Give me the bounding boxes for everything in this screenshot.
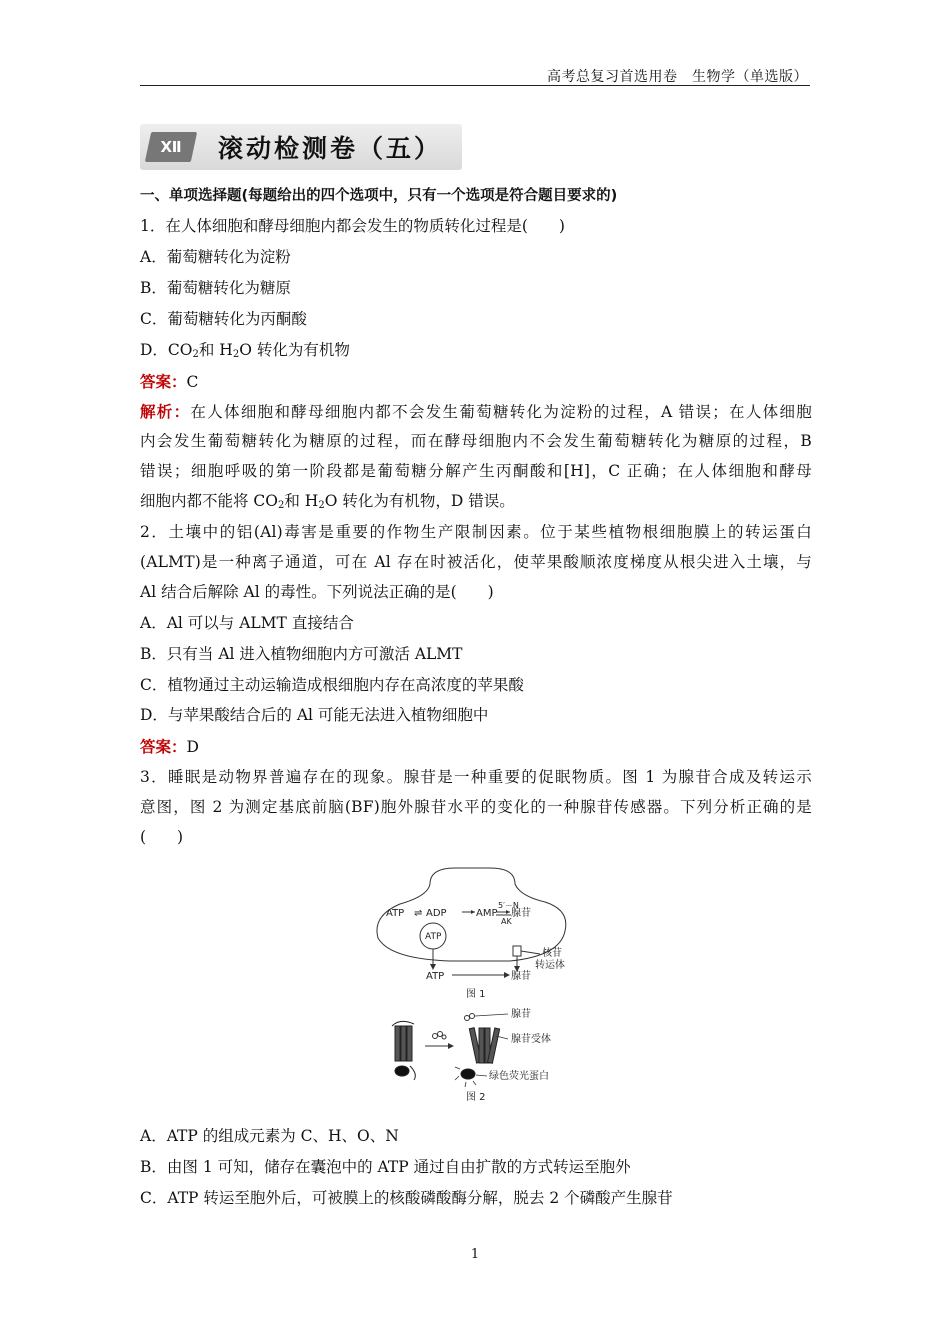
q3-option-a: A．ATP 的组成元素为 C、H、O、N: [140, 1127, 399, 1145]
q1-analysis-line-4: 细胞内都不能将 $CO_2$和 $H_2O$ 转化为有机物，D 错误。: [140, 492, 515, 511]
q1-option-b: B．葡萄糖转化为糖原: [140, 279, 291, 297]
q3-stem-line-1: 3．睡眠是动物界普遍存在的现象。腺苷是一种重要的促眠物质。图 1 为腺苷合成及转运示: [140, 768, 812, 786]
fig1-outside-adenosine: 腺苷: [511, 971, 531, 982]
q1-option-c: C．葡萄糖转化为丙酮酸: [140, 310, 307, 328]
q1-option-d: D．$CO_2$和 $H_2O$ 转化为有机物: [140, 341, 350, 360]
fig1-transporter-label-2: 转运体: [535, 960, 565, 971]
q2-stem-line-3: Al 结合后解除 Al 的毒性。下列说法正确的是( ): [140, 583, 494, 601]
fig1-vesicle-atp: ATP: [425, 932, 442, 942]
q2-stem-line-1: 2．土壤中的铝(Al)毒害是重要的作物生产限制因素。位于某些植物根细胞膜上的转运蛋白: [140, 523, 812, 541]
q3-stem-line-3: ( ): [140, 828, 184, 846]
q3-option-b: B．由图 1 可知，储存在囊泡中的 ATP 通过自由扩散的方式转运至胞外: [140, 1158, 631, 1176]
receptor-inactive: [392, 1021, 415, 1080]
q1-stem: 1．在人体细胞和酵母细胞内都会发生的物质转化过程是( ): [140, 217, 565, 235]
fig2-caption: 图 2: [466, 1092, 486, 1103]
cell-membrane: [377, 868, 566, 961]
fig1-atp-label: ATP: [386, 908, 405, 919]
fig2-adenosine-label: 腺苷: [511, 1009, 531, 1020]
fig1-caption: 图 1: [466, 989, 486, 1000]
running-header: 高考总复习首选用卷 生物学（单选版）: [547, 69, 808, 85]
q1-option-a: A．葡萄糖转化为淀粉: [140, 248, 291, 266]
q1-analysis-line-1: 解析：在人体细胞和酵母细胞内都不会发生葡萄糖转化为淀粉的过程，A 错误；在人体细胞: [140, 402, 812, 421]
nucleoside-transporter: [513, 946, 521, 956]
q3-option-c: C．ATP 转运至胞外后，可被膜上的核酸磷酸酶分解，脱去 2 个磷酸产生腺苷: [140, 1189, 673, 1207]
fig1-equilibrium-arrow: ⇌: [414, 908, 423, 919]
fig1-amp-label: AMP: [476, 908, 498, 919]
q2-option-d: D．与苹果酸结合后的 Al 可能无法进入植物细胞中: [140, 706, 489, 724]
fig1-enzyme-5n: 5′－N: [498, 901, 519, 910]
title-banner: [140, 124, 462, 170]
fig1-enzyme-ak: AK: [501, 917, 512, 926]
q2-option-a: A．Al 可以与 ALMT 直接结合: [140, 614, 354, 632]
q2-stem-line-2: (ALMT)是一种离子通道，可在 Al 存在时被活化，使苹果酸顺浓度梯度从根尖进入土壤，与: [140, 553, 812, 571]
fig1-adp-label: ADP: [426, 908, 447, 919]
q2-option-b: B．只有当 Al 进入植物细胞内方可激活 ALMT: [140, 645, 463, 663]
q1-answer: 答案：C: [140, 372, 199, 391]
page-number: 1: [470, 1247, 480, 1262]
fig1-transporter-label-1: 核苷: [542, 948, 562, 959]
fig2-gfp-label: 绿色荧光蛋白: [489, 1071, 549, 1082]
section-heading: 一、单项选择题(每题给出的四个选项中，只有一个选项是符合题目要求的): [140, 188, 618, 204]
fig1-outside-atp: ATP: [426, 971, 445, 982]
banner-icon: Ⅻ: [145, 132, 197, 162]
q3-figure: [370, 866, 590, 1106]
q2-option-c: C．植物通过主动运输造成根细胞内存在高浓度的苹果酸: [140, 676, 524, 694]
header-rule: [140, 85, 810, 86]
fig1-adenosine-label: 腺苷: [511, 908, 531, 919]
q3-stem-line-2: 意图，图 2 为测定基底前脑(BF)胞外腺苷水平的变化的一种腺苷传感器。下列分析正确的是: [140, 798, 812, 816]
q2-answer: 答案：D: [140, 737, 199, 756]
fig2-receptor-label: 腺苷受体: [511, 1034, 551, 1045]
q1-analysis-line-3: 错误；细胞呼吸的第一阶段都是葡萄糖分解产生丙酮酸和[H]，C 正确；在人体细胞和酵母: [140, 462, 812, 480]
page-title: 滚动检测卷（五）: [218, 134, 443, 163]
q1-analysis-line-2: 内会发生葡萄糖转化为糖原的过程，而在酵母细胞内不会发生葡萄糖转化为糖原的过程，B: [140, 432, 812, 450]
